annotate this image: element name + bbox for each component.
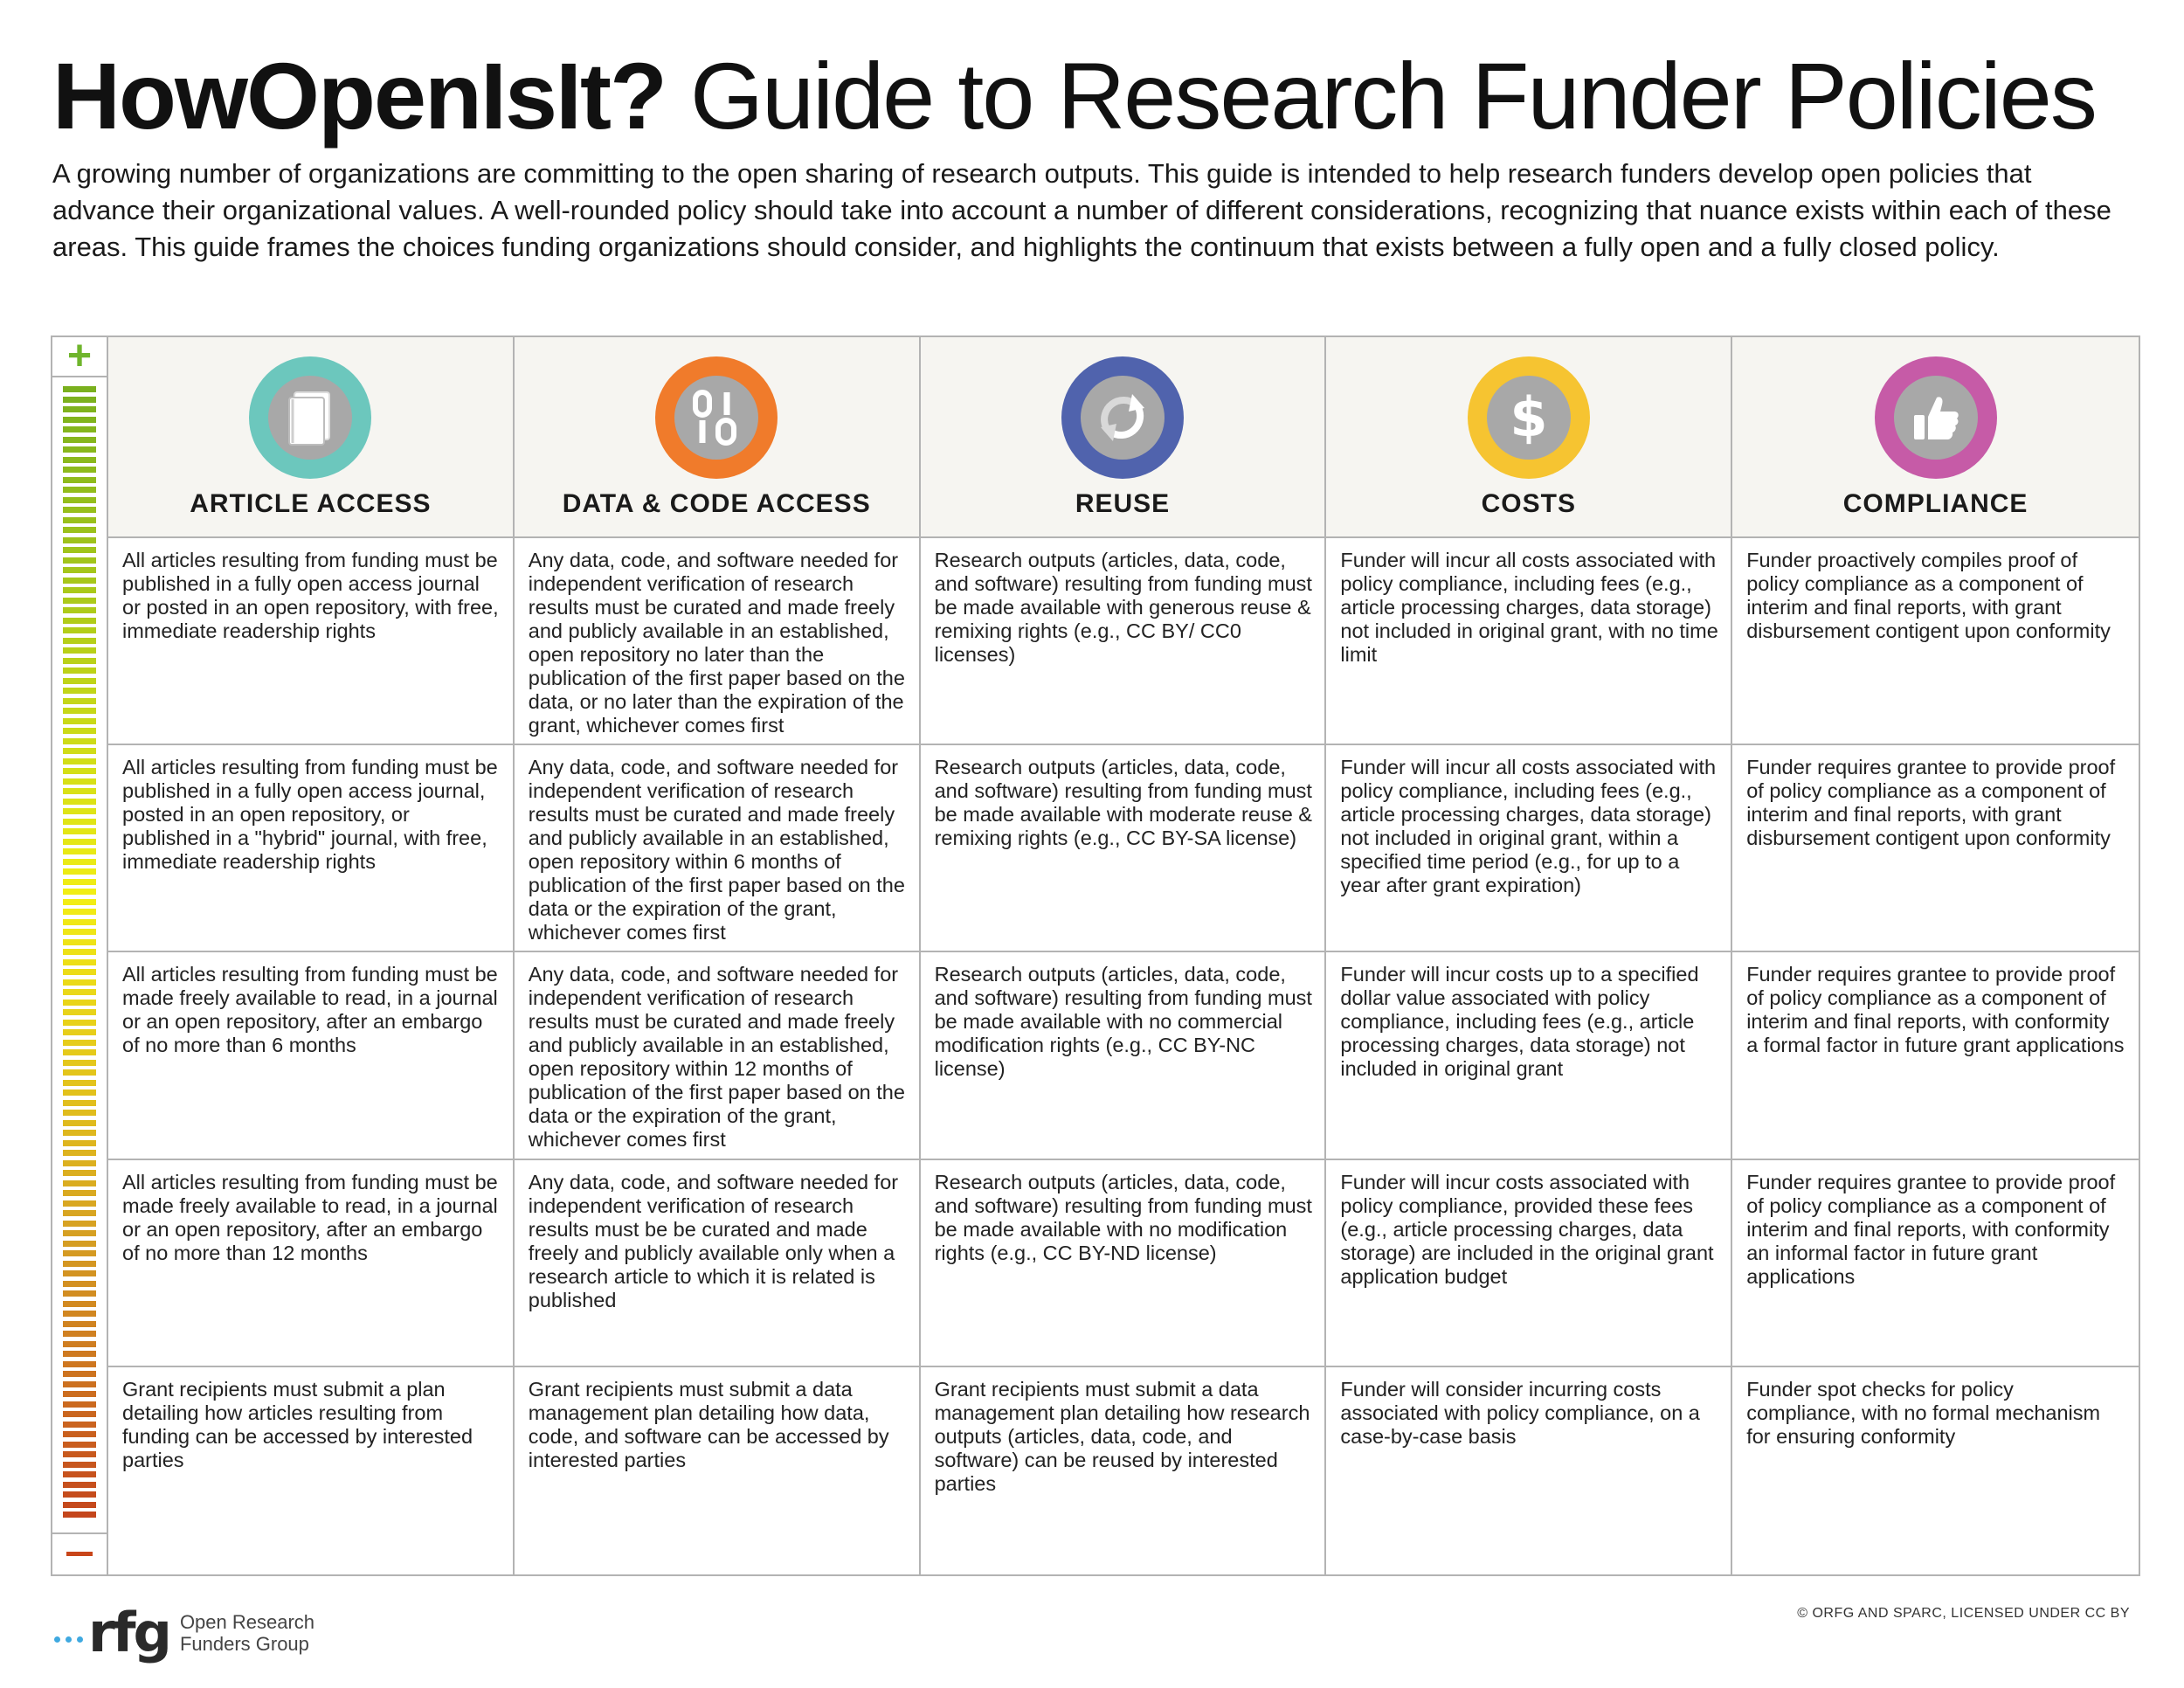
scale-segment <box>63 1351 96 1357</box>
policy-grid <box>51 333 2140 1576</box>
cell-compliance-level-1: Funder proactively compiles proof of policy compliance as a component of interim and final reports, with grant disbursement contigent upon conformity <box>1732 538 2139 745</box>
scale-segment <box>63 567 96 573</box>
logo-wordmark <box>180 1611 314 1655</box>
scale-segment <box>63 1491 96 1498</box>
scale-segment <box>63 1381 96 1387</box>
column-label-article-access: ARTICLE ACCESS <box>190 489 432 518</box>
cell-reuse-level-5: Grant recipients must submit a data management plan detailing how research outputs (articles, data, code, and software) can be reused by interested parties <box>921 1367 1327 1574</box>
openness-scale <box>52 333 108 1574</box>
scale-segment <box>63 1080 96 1086</box>
header-article-access <box>108 337 515 538</box>
scale-segment <box>63 1100 96 1106</box>
cell-data-code-access-level-5: Grant recipients must submit a data management plan detailing how data, code, and software can be accessed by interested parties <box>515 1367 921 1574</box>
scale-segment <box>63 1221 96 1227</box>
scale-segment <box>63 708 96 714</box>
scale-segment <box>63 437 96 443</box>
cell-data-code-access-level-2: Any data, code, and software needed for independent verification of research results must be curated and made freely and publicly available in an established, open repository within 6 months of publication of the first paper based on the data or the expiration of the grant, whichever comes first <box>515 745 921 952</box>
scale-segment <box>63 1261 96 1267</box>
scale-segment <box>63 758 96 764</box>
cell-article-access-level-5: Grant recipients must submit a plan detailing how articles resulting from funding can be accessed by interested parties <box>108 1367 515 1574</box>
scale-segment <box>63 668 96 674</box>
scale-segment <box>63 578 96 584</box>
scale-segment <box>63 1110 96 1116</box>
scale-segment <box>63 919 96 925</box>
scale-segment <box>63 1160 96 1166</box>
scale-segment <box>63 1401 96 1408</box>
scale-segment <box>63 1250 96 1256</box>
scale-segment <box>63 426 96 432</box>
scale-segment <box>63 1482 96 1488</box>
scale-segment <box>63 1462 96 1468</box>
cell-compliance-level-3: Funder requires grantee to provide proof of policy compliance as a component of interim and final reports, with conformity a formal factor in future grant applications <box>1732 952 2139 1159</box>
scale-segment <box>63 839 96 845</box>
scale-segment <box>63 819 96 825</box>
dollar-coin-icon <box>1468 356 1590 479</box>
cell-compliance-level-5: Funder spot checks for policy compliance, with no formal mechanism for ensuring conformity <box>1746 1377 2101 1448</box>
cell-data-code-access-level-4: Any data, code, and software needed for independent verification of research results must be be curated and made freely and publicly available only when a research article to which it is related is published <box>515 1160 921 1367</box>
thumbs-up-icon <box>1875 356 1997 479</box>
scale-segment <box>63 788 96 794</box>
cell-reuse-level-1: Research outputs (articles, data, code, and software) resulting from funding must be made available with generous reuse & remixing rights (e.g., CC BY/ CC0 licenses) <box>921 538 1327 745</box>
binary-code-icon <box>655 356 778 479</box>
header-data-code-access <box>515 337 921 538</box>
scale-segment <box>63 1130 96 1136</box>
scale-segment <box>63 1391 96 1397</box>
scale-segment <box>63 417 96 423</box>
column-label-costs: COSTS <box>1481 489 1576 518</box>
scale-segment <box>63 1000 96 1006</box>
scale-segment <box>63 1290 96 1297</box>
cell-compliance-level-2: Funder requires grantee to provide proof of policy compliance as a component of interim and final reports, with grant disbursement contigent upon conformity <box>1732 745 2139 952</box>
scale-segment <box>63 778 96 785</box>
scale-segment <box>63 868 96 875</box>
scale-segment <box>63 1200 96 1207</box>
header-reuse <box>921 337 1327 538</box>
scale-segment <box>63 949 96 955</box>
scale-segment <box>63 929 96 935</box>
scale-segment <box>63 587 96 593</box>
scale-segment <box>63 477 96 483</box>
page-title <box>52 35 2096 157</box>
cell-compliance-level-4: Funder requires grantee to provide proof of policy compliance as a component of interim and final reports, with conformity an informal factor in future grant applications <box>1732 1160 2139 1367</box>
scale-segment <box>63 1090 96 1096</box>
scale-segment <box>63 658 96 664</box>
scale-segment <box>63 808 96 814</box>
scale-segment <box>63 1009 96 1015</box>
scale-segment <box>63 889 96 895</box>
scale-segment <box>63 718 96 724</box>
scale-segment <box>63 979 96 986</box>
scale-segment <box>63 1281 96 1287</box>
scale-segment <box>63 1301 96 1307</box>
scale-segment <box>63 1331 96 1337</box>
scale-segment <box>63 748 96 754</box>
book-icon <box>249 356 371 479</box>
scale-segment <box>63 1512 96 1518</box>
column-label-compliance: COMPLIANCE <box>1842 489 2028 518</box>
scale-segment <box>63 638 96 644</box>
scale-segment <box>63 406 96 412</box>
scale-segment <box>63 989 96 995</box>
scale-segment <box>63 517 96 523</box>
scale-segment <box>63 618 96 624</box>
scale-segment <box>63 1190 96 1196</box>
cell-article-access-level-4: All articles resulting from funding must be made freely available to read, in a journal or an open repository, after an embargo of no more than 12 months <box>108 1160 515 1367</box>
scale-segment <box>63 1180 96 1186</box>
scale-segment <box>63 879 96 885</box>
scale-segment <box>63 1321 96 1327</box>
copyright-notice: © ORFG AND SPARC, LICENSED UNDER CC BY <box>1797 1606 2130 1621</box>
scale-segment <box>63 1020 96 1026</box>
scale-segment <box>63 1371 96 1377</box>
scale-segment <box>63 557 96 564</box>
scale-segment <box>63 457 96 463</box>
cell-reuse-level-4: Research outputs (articles, data, code, and software) resulting from funding must be made available with no modification rights (e.g., CC BY-ND license) <box>921 1160 1327 1367</box>
scale-segment <box>63 1341 96 1347</box>
scale-segment <box>63 738 96 744</box>
scale-segment <box>63 1431 96 1437</box>
scale-segment <box>63 1422 96 1428</box>
cell-costs-level-4: Funder will incur costs associated with policy compliance, provided these fees (e.g., article processing charges, data storage) are included in the original grant application budget <box>1326 1160 1732 1367</box>
title-brand: HowOpenIsIt? <box>52 43 666 149</box>
scale-segment <box>63 446 96 453</box>
orfg-logo <box>54 1601 315 1664</box>
scale-segment <box>63 1040 96 1046</box>
scale-segment <box>63 939 96 945</box>
cell-article-access-level-2: All articles resulting from funding must be published in a fully open access journal, posted in an open repository, or published in a "hybrid" journal, with free, immediate readership rights <box>108 745 515 952</box>
scale-segment <box>63 627 96 633</box>
scale-segment <box>63 688 96 694</box>
cell-costs-level-5: Funder will consider incurring costs associated with policy compliance, on a case-by-case basis <box>1326 1367 1732 1574</box>
scale-segment <box>63 1502 96 1508</box>
recycle-arrows-icon <box>1061 356 1184 479</box>
intro-paragraph: A growing number of organizations are committing to the open sharing of research outputs. This guide is intended to help research funders develop open policies that advance their organizational values. A well-rounded policy should take into account a number of different considerations, recognizing that nuance exists within each of these areas. This guide frames the choices funding organizations should consider, and highlights the continuum that exists between a fully open and a fully closed policy. <box>52 158 2111 262</box>
scale-segment <box>63 1241 96 1247</box>
scale-segment <box>63 799 96 805</box>
cell-article-access-level-3: All articles resulting from funding must be made freely available to read, in a journal or an open repository, after an embargo of no more than 6 months <box>108 952 515 1159</box>
scale-segment <box>63 1361 96 1367</box>
scale-segment <box>63 1069 96 1076</box>
cell-article-access-level-1: All articles resulting from funding must be published in a fully open access journal or posted in an open repository, with free, immediate readership rights <box>108 538 515 745</box>
scale-segment <box>63 1170 96 1176</box>
column-label-reuse: REUSE <box>1075 489 1171 518</box>
scale-segment <box>63 969 96 975</box>
scale-segment <box>63 1120 96 1126</box>
scale-segment <box>63 1471 96 1477</box>
scale-segment <box>63 909 96 915</box>
scale-segment <box>63 828 96 834</box>
logo-mark: rfg <box>88 1601 169 1664</box>
scale-segment <box>63 1442 96 1448</box>
cell-data-code-access-level-1: Any data, code, and software needed for independent verification of research results must be curated and made freely and publicly available in an established, open repository no later than the publication of the first paper based on the data, or no later than the expiration of the grant, whichever comes first <box>515 538 921 745</box>
scale-segment <box>63 1029 96 1035</box>
scale-segment <box>63 959 96 965</box>
scale-segment <box>63 768 96 774</box>
scale-segment <box>63 728 96 734</box>
cell-costs-level-3: Funder will incur costs up to a specified dollar value associated with policy compliance, including fees (e.g., article processing charges, data storage) not included in original grant <box>1326 952 1732 1159</box>
scale-segment <box>63 899 96 905</box>
header-compliance <box>1732 337 2139 538</box>
logo-line-1: Open Research <box>179 1611 315 1633</box>
cell-costs-level-2: Funder will incur all costs associated with policy compliance, including fees (e.g., article processing charges, data storage) not included in original grant, within a specified time period (e.g., for up to a year after grant expiration) <box>1326 745 1732 952</box>
logo-dots-icon <box>54 1636 83 1643</box>
scale-segment <box>63 678 96 684</box>
scale-segment <box>63 647 96 654</box>
scale-plus-icon: + <box>52 337 107 377</box>
logo-line-2: Funders Group <box>179 1633 309 1655</box>
scale-segment <box>63 1140 96 1146</box>
scale-minus-icon <box>52 1532 107 1574</box>
scale-segment <box>63 537 96 543</box>
scale-segment <box>63 1411 96 1417</box>
scale-segment <box>63 497 96 503</box>
scale-segment <box>63 547 96 553</box>
scale-segment <box>63 1049 96 1055</box>
cell-data-code-access-level-3: Any data, code, and software needed for independent verification of research results must be curated and made freely and publicly available in an established, open repository within 12 months of publication of the first paper based on the data or the expiration of the grant, whichever comes first <box>515 952 921 1159</box>
scale-segment <box>63 1230 96 1236</box>
scale-segment <box>63 507 96 513</box>
scale-segment <box>63 859 96 865</box>
svg-text:$: $ <box>1510 387 1548 448</box>
scale-segment <box>63 607 96 613</box>
scale-segment <box>63 397 96 403</box>
column-label-data-code-access: DATA & CODE ACCESS <box>562 489 871 518</box>
title-rest: Guide to Research Funder Policies <box>666 43 2096 149</box>
cell-reuse-level-3: Research outputs (articles, data, code, and software) resulting from funding must be made available with no commercial modification rights (e.g., CC BY-NC license) <box>921 952 1327 1159</box>
openness-gradient-bar <box>63 386 96 1522</box>
scale-segment <box>63 1060 96 1066</box>
scale-segment <box>63 1311 96 1317</box>
cell-reuse-level-2: Research outputs (articles, data, code, and software) resulting from funding must be made available with moderate reuse & remixing rights (e.g., CC BY-SA license) <box>921 745 1327 952</box>
scale-segment <box>63 698 96 704</box>
scale-segment <box>63 1270 96 1276</box>
scale-segment <box>63 848 96 854</box>
cell-costs-level-1: Funder will incur all costs associated with policy compliance, including fees (e.g., article processing charges, data storage) not included in original grant, with no time limit <box>1326 538 1732 745</box>
scale-segment <box>63 1451 96 1457</box>
scale-segment <box>63 527 96 533</box>
scale-segment <box>63 598 96 604</box>
scale-segment <box>63 487 96 493</box>
scale-segment <box>63 1150 96 1156</box>
header-costs <box>1326 337 1732 538</box>
scale-segment <box>63 467 96 473</box>
scale-segment <box>63 386 96 392</box>
scale-segment <box>63 1210 96 1216</box>
